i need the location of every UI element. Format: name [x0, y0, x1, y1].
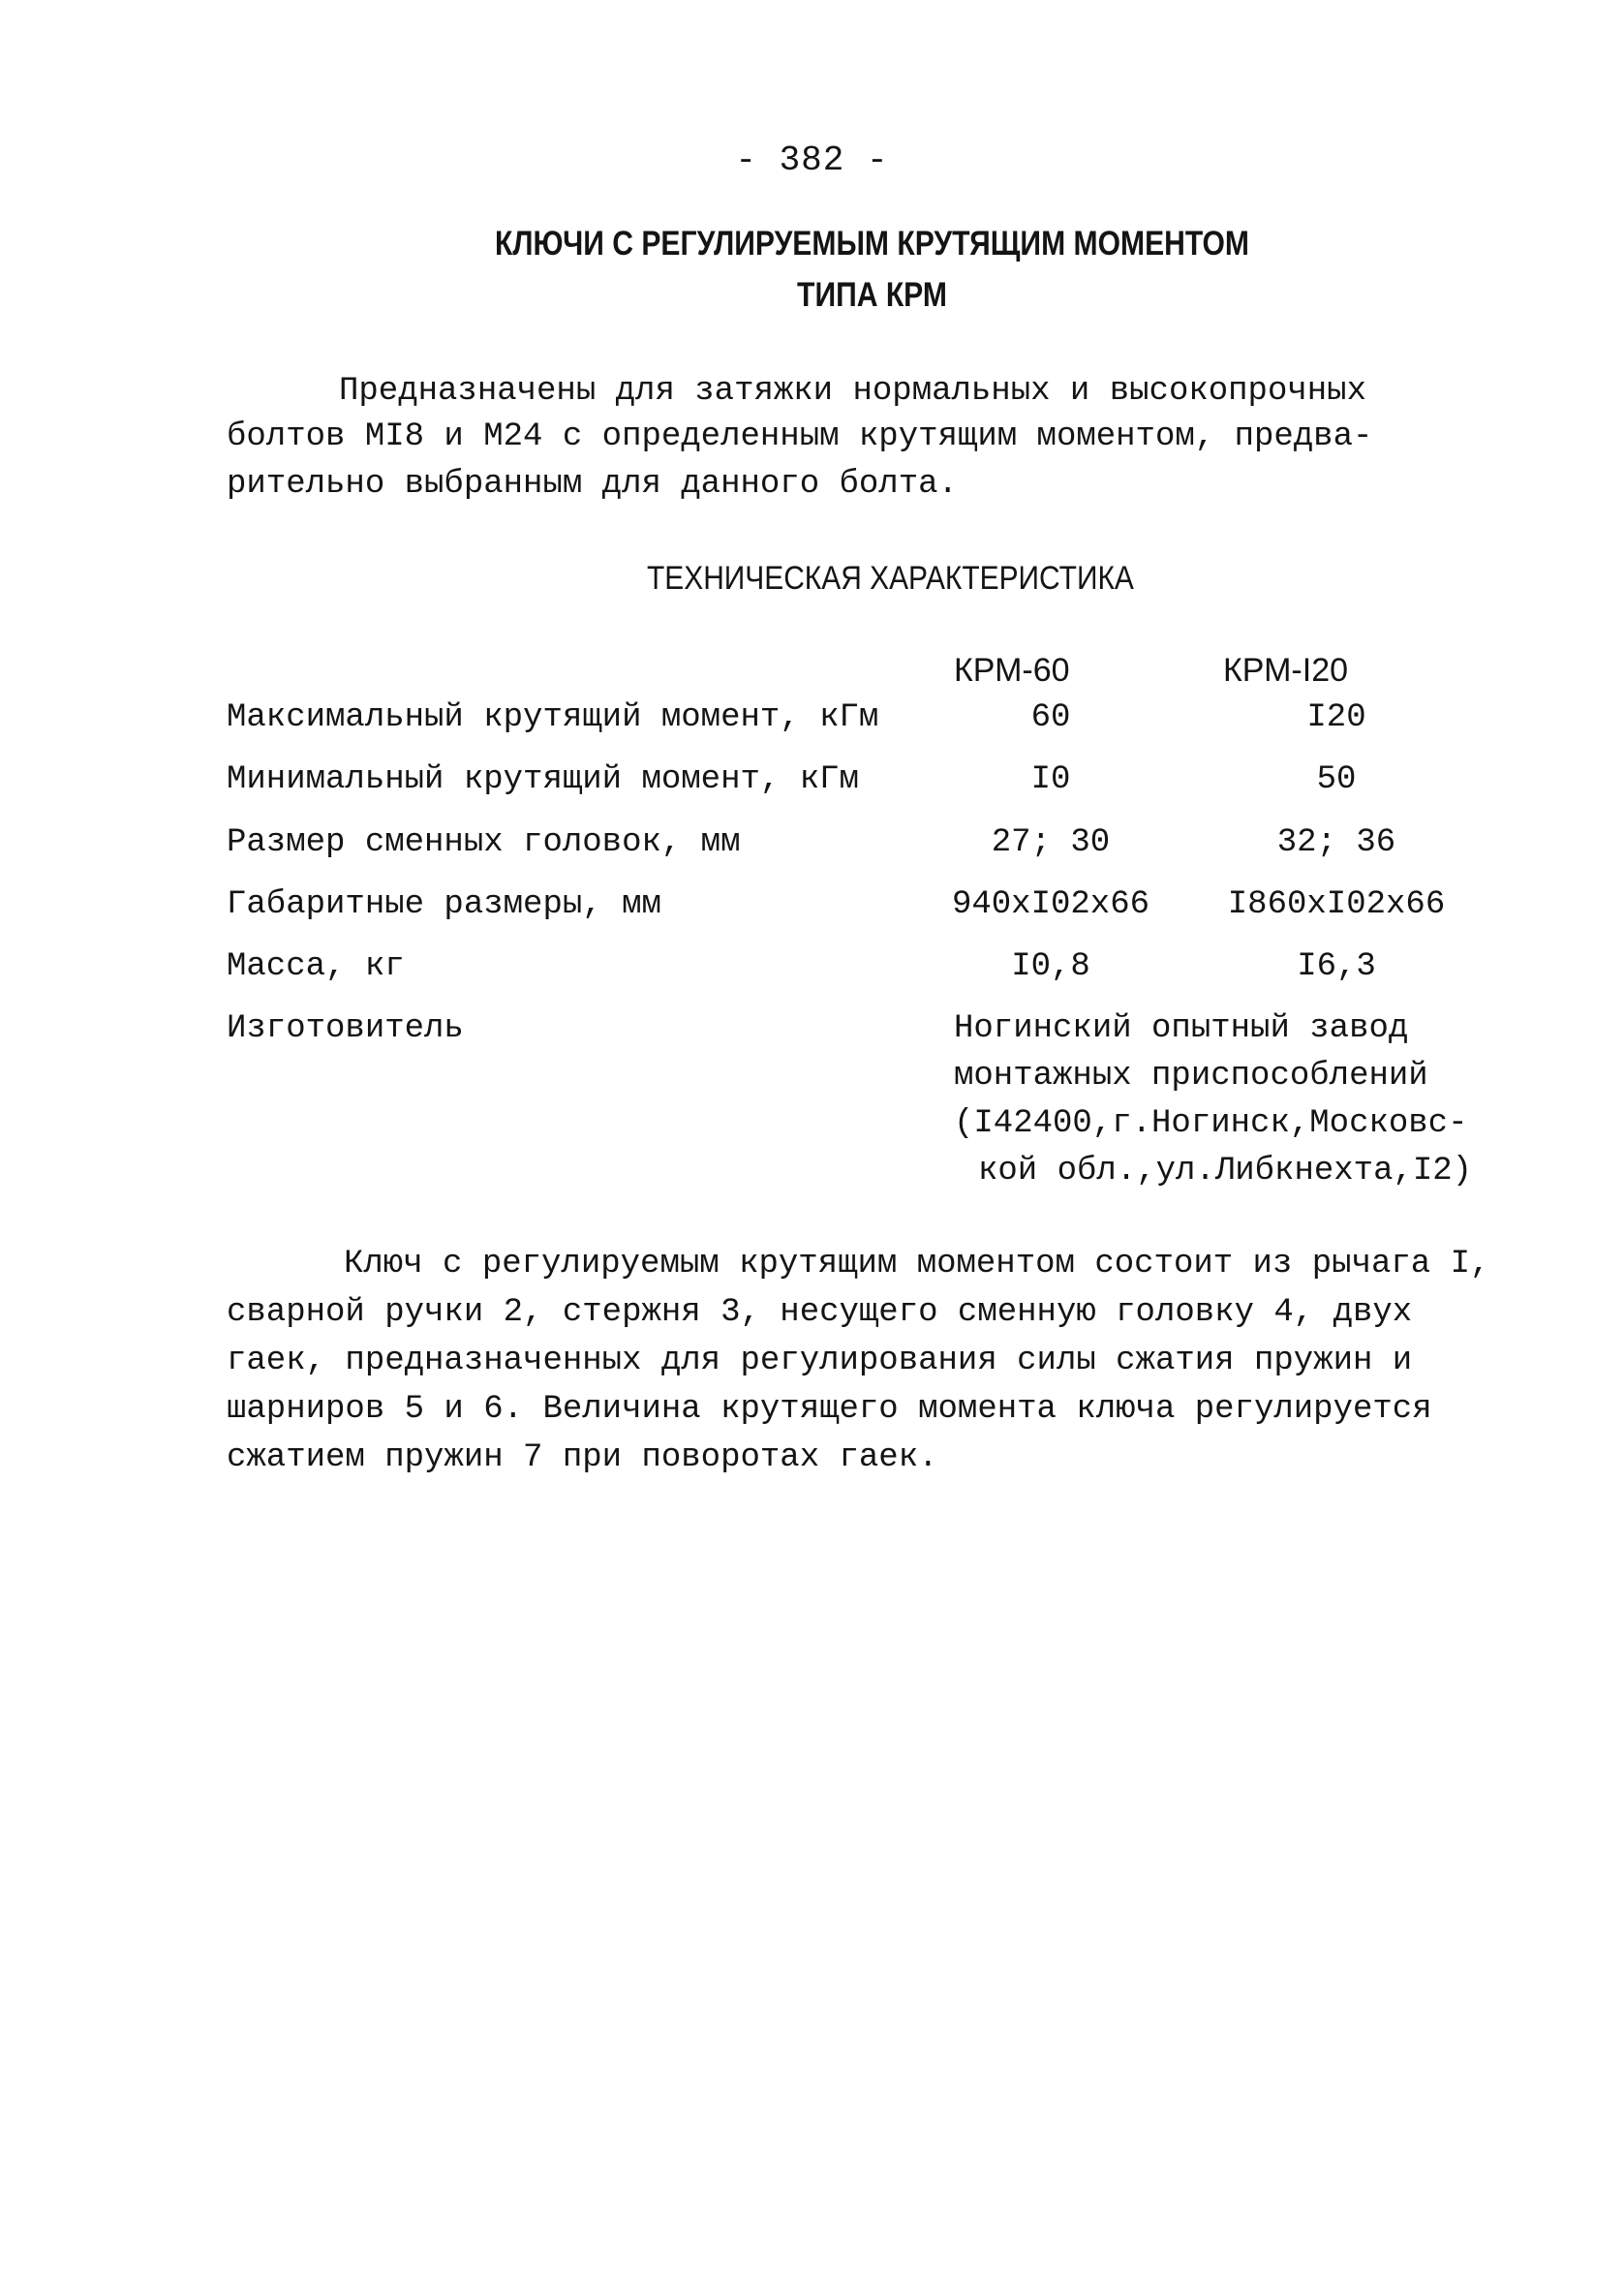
spec-label-min-torque: Минимальный крутящий момент, кГм — [227, 761, 859, 798]
spec-value: 27; 30 — [991, 824, 1111, 861]
spec-value: I860хI02х66 — [1227, 886, 1446, 923]
manufacturer-line: Ногинский опытный завод — [954, 1010, 1409, 1047]
spec-value: I0,8 — [1011, 948, 1090, 985]
spec-value: 32; 36 — [1276, 824, 1396, 861]
intro-line: Предназначены для затяжки нормальных и высокопрочных — [339, 373, 1366, 410]
intro-line: болтов МI8 и М24 с определенным крутящим моментом, предва- — [227, 418, 1373, 455]
spec-label-socket-size: Размер сменных головок, мм — [227, 824, 741, 861]
spec-label-dimensions: Габаритные размеры, мм — [227, 886, 661, 923]
spec-label-manufacturer: Изготовитель — [227, 1010, 464, 1047]
spec-value: I0 — [1030, 761, 1071, 798]
intro-line: рительно выбранным для данного болта. — [227, 466, 958, 503]
column-header-krm-60: КРМ-60 — [954, 652, 1070, 689]
manufacturer-line: кой обл.,ул.Либкнехта,I2) — [978, 1153, 1473, 1190]
description-line: сжатием пружин 7 при поворотах гаек. — [227, 1439, 938, 1476]
document-title-line-2: ТИПА КРМ — [797, 276, 947, 314]
specs-heading: ТЕХНИЧЕСКАЯ ХАРАКТЕРИСТИКА — [647, 560, 1134, 597]
spec-value: 50 — [1316, 761, 1357, 798]
description-line: сварной ручки 2, стержня 3, несущего сменную головку 4, двух — [227, 1294, 1413, 1331]
spec-value: 60 — [1030, 699, 1071, 736]
spec-label-max-torque: Максимальный крутящий момент, кГм — [227, 699, 879, 736]
description-line: Ключ с регулируемым крутящим моментом состоит из рычага I, — [344, 1246, 1490, 1283]
manufacturer-line: (I42400,г.Ногинск,Московс- — [954, 1105, 1468, 1142]
spec-value: I6,3 — [1297, 948, 1376, 985]
page-number: - 382 - — [735, 140, 889, 180]
spec-value: I20 — [1306, 699, 1366, 736]
spec-label-mass: Масса, кг — [227, 948, 405, 985]
manufacturer-line: монтажных приспособлений — [954, 1058, 1428, 1095]
column-header-krm-120: КРМ-I20 — [1223, 652, 1349, 689]
description-line: шарниров 5 и 6. Величина крутящего момента ключа регулируется — [227, 1391, 1432, 1428]
document-title: КЛЮЧИ С РЕГУЛИРУЕМЫМ КРУТЯЩИМ МОМЕНТОМ — [494, 225, 1250, 263]
description-line: гаек, предназначенных для регулирования силы сжатия пружин и — [227, 1343, 1413, 1379]
spec-value: 940хI02х66 — [951, 886, 1150, 923]
